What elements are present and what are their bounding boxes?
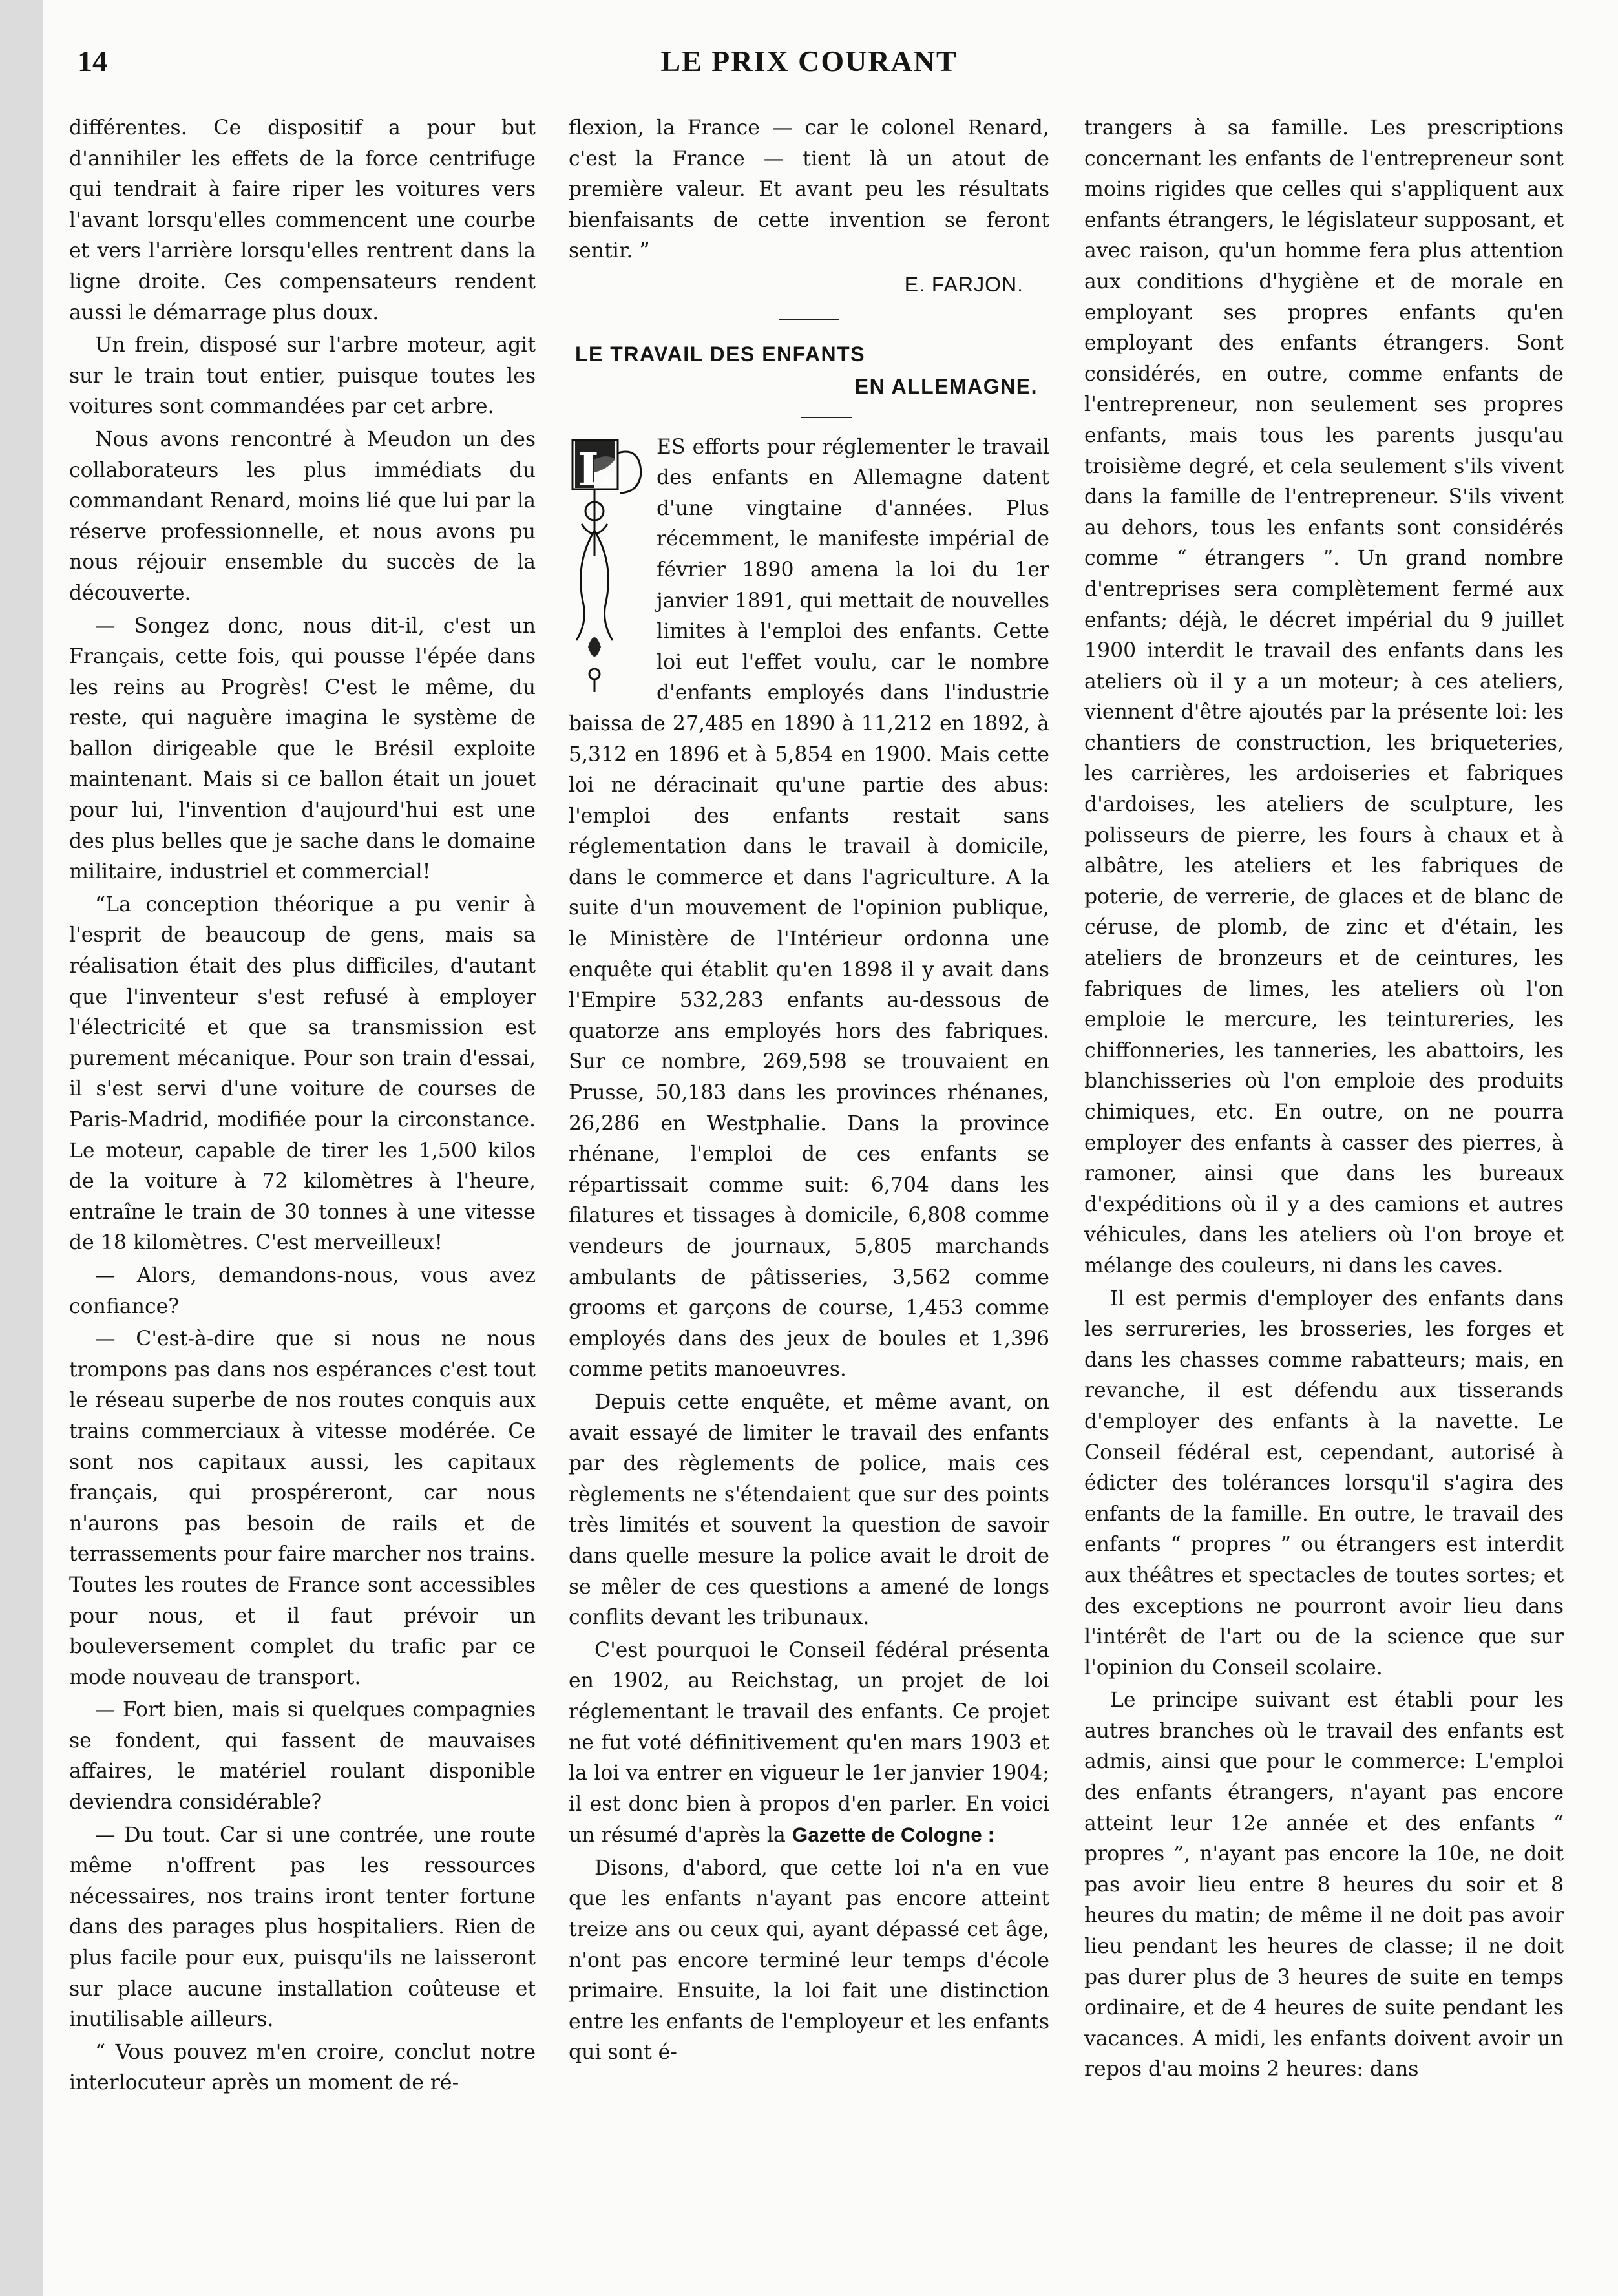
article-title-line-1: LE TRAVAIL DES ENFANTS <box>575 342 866 366</box>
divider <box>779 319 839 320</box>
paragraph: Disons, d'abord, que cette loi n'a en vue que les enfants n'ayant pas encore atteint treize ans ou ceux qui, ayant dépassé cet âge, n'ont pas encore terminé leur temps d'école primaire. Ensuite, la loi fait une distinction entre les enfants de l'employeur et les enfants qui sont é- <box>569 1856 1049 2065</box>
divider <box>801 417 852 418</box>
paragraph: “La conception théorique a pu venir à l'esprit de beaucoup de gens, mais sa réalisation était des plus difficiles, d'autant que l'inventeur s'est refusé à employer l'électricité et que sa transmission est purement mécanique. Pour son train d'essai, il s'est servi d'une voiture de courses de Paris-Madrid, modifiée pour la circonstance. Le moteur, capable de tirer les 1,500 kilos de la voiture à 72 kilomètres à l'heure, entraîne le train de 30 tonnes à une vitesse de 18 kilomètres. C'est merveilleux! <box>69 892 536 1255</box>
paragraph: “ Vous pouvez m'en croire, conclut notre interlocuteur après un moment de ré- <box>69 2040 536 2095</box>
column-1 <box>69 113 536 2099</box>
svg-text:L: L <box>578 442 610 496</box>
paragraph: Nous avons rencontré à Meudon un des collaborateurs les plus immédiats du commandant Renard, moins lié que lui par la réserve professionnelle, et nous avons pu nous réjouir ensemble du succès de la découverte. <box>69 427 536 605</box>
paragraph: — C'est-à-dire que si nous ne nous trompons pas dans nos espérances c'est tout le réseau superbe de nos routes conquis aux trains commerciaux à vitesse modérée. Ce sont nos capitaux aussi, les capitaux français, qui prospéreront, car nous n'aurons pas besoin de rails et de terrassements pour faire marcher nos trains. Toutes les routes de France sont accessibles pour nous, et il faut prévoir un bouleversement complet du trafic par ce mode nouveau de transport. <box>69 1327 536 1689</box>
paragraph: Depuis cette enquête, et même avant, on avait essayé de limiter le travail des enfants par des règlements de police, mais ces règlements ne s'étendaient que sur des points très limités et souvent la question de savoir dans quelle mesure la police avait le droit de se mêler de ces questions a amené de longs conflits devant les tribunaux. <box>569 1390 1049 1630</box>
gazette-name: Gazette de Cologne : <box>792 1823 995 1847</box>
paragraph: flexion, la France — car le colonel Renard, c'est la France — tient là un atout de première valeur. Et avant peu les résultats bienfaisants de cette invention se feront sentir. ” <box>569 116 1049 263</box>
column-3 <box>1084 113 1564 2085</box>
page-number: 14 <box>78 45 107 78</box>
running-title: LE PRIX COURANT <box>660 45 958 78</box>
paragraph: C'est pourquoi le Conseil fédéral présenta en 1902, au Reichstag, un projet de loi réglementant le travail des enfants. Ce projet ne fut voté définitivement qu'en mars 1903 et la loi va entrer en vigueur le 1er janvier 1904; il est donc bien à propos d'en parler. En voici un résumé d'après la Gazette de Cologne : <box>569 1638 1049 1848</box>
paragraph: — Fort bien, mais si quelques compagnies se fondent, qui fassent de mauvaises affaires, le matériel roulant disponible deviendra considérable? <box>69 1698 536 1815</box>
paragraph: — Du tout. Car si une contrée, une route même n'offrent pas les ressources nécessaires, nos trains iront tenter fortune dans des parages plus hospitaliers. Rien de plus facile pour eux, puisqu'ils ne laisseront sur place aucune installation coûteuse et inutilisable ailleurs. <box>69 1823 536 2032</box>
paragraph: Un frein, disposé sur l'arbre moteur, agit sur le train tout entier, puisque toutes les voitures sont commandées par cet arbre. <box>69 333 536 419</box>
author-signature: E. FARJON. <box>904 272 1024 296</box>
ornamental-dropcap <box>569 434 647 700</box>
paragraph: — Alors, demandons-nous, vous avez confiance? <box>69 1263 536 1318</box>
first-paragraph: L ES efforts pour réglementer le travail des enfants en Allemagne datent d'une vingtaine d'années. Plus récemment, le manifeste impérial de février 1890 amena la loi du 1er janvier 1891, qui mettait de nouvelles limites à l'emploi des enfants. Cette loi eut l'effet voulu, car le nombre d'enfants employés dans l'industrie baissa de 27,485 en 1890 à 11,212 en 1892, à 5,312 en 1896 et à 5,854 en 1900. Mais cette loi ne déracinait qu'une partie des abus: l'emploi des enfants restait sans réglementation dans le travail à domicile, dans le commerce et dans l'agriculture. A la suite d'un mouvement de l'opinion publique, le Ministère de l'Intérieur ordonna une enquête qui établit qu'en 1898 il y avait dans l'Empire 532,283 enfants au-dessous de quatorze ans employés hors des fabriques. Sur ce nombre, 269,598 se trouvaient en Prusse, 50,183 dans les provinces rhénanes, 26,286 en Westphalie. Dans la province rhénane, l'emploi de ces enfants se répartissait comme suit: 6,704 dans les filatures et tissages à domicile, 6,808 comme vendeurs de journaux, 5,805 marchands ambulants de pâtisseries, 3,562 comme grooms et garçons de course, 1,453 comme employés dans des jeux de boules et 1,396 comme petits manoeuvres. <box>569 432 1049 1385</box>
scan-margin <box>0 0 43 2296</box>
paragraph: Il est permis d'employer des enfants dans les serrureries, les brosseries, les forges et dans les chasses comme rabatteurs; mais, en revanche, il est défendu aux tisserands d'employer des enfants à la navette. Le Conseil fédéral est, cependant, autorisé à édicter des tolérances lorsqu'il s'agira des enfants de la famille. En outre, le travail des enfants “ propres ” ou étrangers est interdit aux théâtres et spectacles de toutes sortes; et des exceptions ne pourront avoir lieu dans l'intérêt de l'art ou de la science que sur l'opinion du Conseil scolaire. <box>1084 1287 1564 1680</box>
paragraph: trangers à sa famille. Les prescriptions concernant les enfants de l'entrepreneur sont moins rigides que celles qui s'appliquent aux enfants étrangers, le législateur supposant, et avec raison, qu'un homme fera plus attention aux conditions d'hygiène et de morale en employant ses propres enfants qu'en employant des enfants étrangers. Sont considérés, en outre, comme enfants de l'entrepreneur, non seulement ses propres enfants, mais tous les parents jusqu'au troisième degré, et cela seulement s'ils vivent dans la famille de l'entrepreneur. S'ils vivent au dehors, tous les enfants sont considérés comme “ étrangers ”. Un grand nombre d'entreprises sera complètement fermé aux enfants; déjà, le décret impérial du 9 juillet 1900 interdit le travail des enfants dans les ateliers où il y a un moteur; à ces ateliers, viennent d'être ajoutés par la présente loi: les chantiers de construction, les briqueteries, les carrières, les ardoiseries et fabriques d'ardoises, les ateliers de sculpture, les polisseurs de pierre, les fours à chaux et à albâtre, les ateliers et les fabriques de poterie, de verrerie, de glaces et de blanc de céruse, de plomb, de zinc et d'étain, les ateliers de bronzeurs et de ceintures, les fabriques de limes, les ateliers où l'on emploie le mercure, les teintureries, les chiffonneries, les tanneries, les abattoirs, les blanchisseries où l'on emploie des produits chimiques, etc. En outre, on ne pourra employer des enfants à casser des pierres, à ramoner, ainsi que dans les bureaux d'expéditions où il y a des camions et autres véhicules, dans les ateliers où l'on broye et mélange des couleurs, ni dans les caves. <box>1084 116 1564 1278</box>
paragraph: différentes. Ce dispositif a pour but d'annihiler les effets de la force centrifuge qui tendrait à faire riper les voitures vers l'avant lorsqu'elles commencent une courbe et vers l'arrière lorsqu'elles rentrent dans la ligne droite. Ces compensateurs rendent aussi le démarrage plus doux. <box>69 116 536 324</box>
paragraph: Le principe suivant est établi pour les autres branches où le travail des enfants est admis, ainsi que pour le commerce: L'emploi des enfants étrangers, n'ayant pas encore atteint leur 12e année et des enfants “ propres ”, n'ayant pas encore la 10e, ne doit pas avoir lieu entre 8 heures du soir et 8 heures du matin; de même il ne doit pas avoir lieu pendant les heures de classe; il ne doit pas durer plus de 3 heures de suite en temps ordinaire, et de 4 heures de suite pendant les vacances. A midi, les enfants doivent avoir un repos d'au moins 2 heures: dans <box>1084 1689 1564 2081</box>
article-title <box>569 338 1049 403</box>
paragraph: — Songez donc, nous dit-il, c'est un Français, cette fois, qui pousse l'épée dans les reins au Progrès! C'est le même, du reste, qui naguère imagina le système de ballon dirigeable que le Brésil exploite maintenant. Mais si ce ballon était un jouet pour lui, l'invention d'aujourd'hui est une des plus belles que je sache dans le domaine militaire, industriel et commercial! <box>69 614 536 884</box>
column-2 <box>569 113 1049 2069</box>
article-title-line-2: EN ALLEMAGNE. <box>854 374 1038 398</box>
